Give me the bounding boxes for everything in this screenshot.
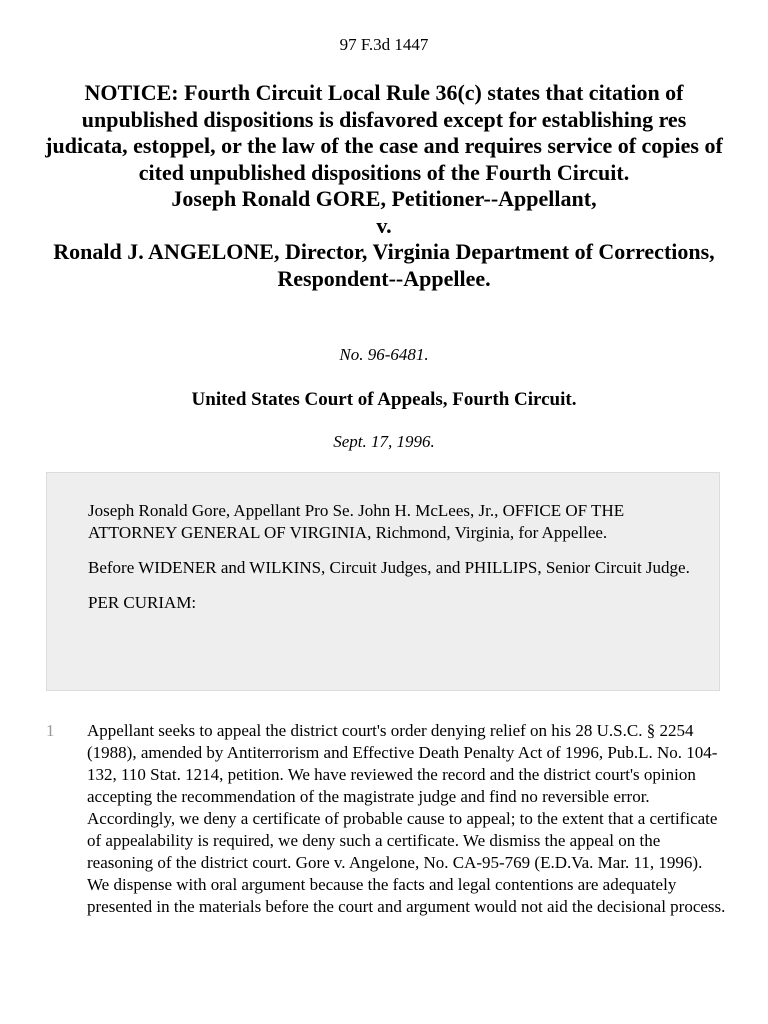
respondent-name: Ronald J. ANGELONE, Director, Virginia Department of Corrections, Respondent--Appellee. <box>53 239 715 291</box>
case-title <box>40 80 728 292</box>
per-curiam-label: PER CURIAM: <box>88 593 197 612</box>
local-rule-notice: NOTICE: Fourth Circuit Local Rule 36(c) states that citation of unpublished dispositions is disfavored except for establishing res judicata, estoppel, or the law of the case and requires service of copies of cited unpublished dispositions of the Fourth Circuit. <box>45 80 723 185</box>
opinion-paragraph: Appellant seeks to appeal the district court's order denying relief on his 28 U.S.C. § 2254 (1988), amended by Antiterrorism and Effective Death Penalty Act of 1996, Pub.L. No. 104-132, 110 Stat. 1214, petition. We have reviewed the record and the district court's opinion accepting the recommendation of the magistrate judge and find no reversible error. Accordingly, we deny a certificate of probable cause to appeal; to the extent that a certificate of appealability is required, we deny such a certificate. We dismiss the appeal on the reasoning of the district court. Gore v. Angelone, No. CA-95-769 (E.D.Va. Mar. 11, 1996). We dispense with oral argument because the facts and legal contentions are adequately presented in the materials before the court and argument would not aid the decisional process. <box>87 721 726 916</box>
counsel-listing: Joseph Ronald Gore, Appellant Pro Se. John H. McLees, Jr., OFFICE OF THE ATTORNEY GENERAL OF VIRGINIA, Richmond, Virginia, for Appellee. <box>88 501 625 542</box>
versus-marker: v. <box>376 212 392 238</box>
docket-number: No. 96-6481. <box>339 345 429 364</box>
judges-panel: Before WIDENER and WILKINS, Circuit Judges, and PHILLIPS, Senior Circuit Judge. <box>88 558 690 577</box>
decision-date: Sept. 17, 1996. <box>333 432 435 451</box>
reporter-citation: 97 F.3d 1447 <box>339 35 429 54</box>
court-name: United States Court of Appeals, Fourth Circuit. <box>191 389 577 410</box>
paragraph-number: 1 <box>46 721 55 740</box>
petitioner-name: Joseph Ronald GORE, Petitioner--Appellant, <box>171 186 597 211</box>
case-header-box <box>46 472 720 691</box>
opinion-body <box>46 720 726 918</box>
